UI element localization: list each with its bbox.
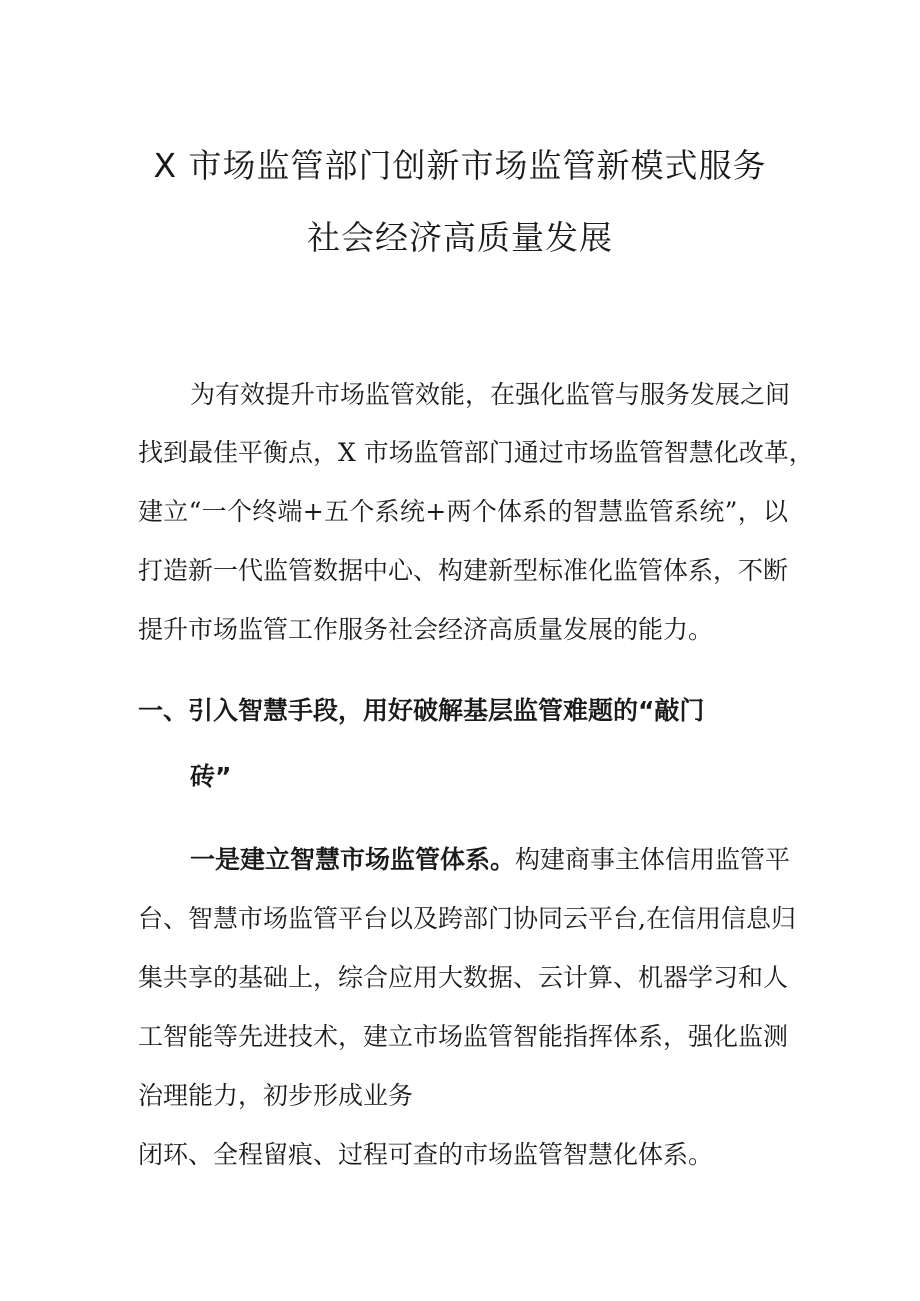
para1-line-5: 治理能力，初步形成业务: [138, 1081, 414, 1110]
para1-line-4: 工智能等先进技术，建立市场监管智能指挥体系，强化监测: [138, 1022, 789, 1051]
para1-line-3: 集共享的基础上，综合应用大数据、云计算、机器学习和人: [138, 963, 789, 992]
para1-line-1: [190, 840, 791, 876]
intro-line-1: 为有效提升市场监管效能，在强化监管与服务发展之间: [190, 380, 791, 409]
para1-lead: 一是建立智慧市场监管体系。: [190, 845, 516, 874]
intro-line-2: 找到最佳平衡点，X 市场监管部门通过市场监管智慧化改革，: [138, 438, 814, 467]
para1-line-2: 台、智慧市场监管平台以及跨部门协同云平台,在信用信息归: [138, 904, 796, 933]
para1-first-rest: 构建商事主体信用监管平: [515, 845, 791, 874]
para1-line-6: 闭环、全程留痕、过程可查的市场监管智慧化体系。: [138, 1140, 714, 1169]
intro-line-4: 打造新一代监管数据中心、构建新型标准化监管体系，不断: [138, 556, 789, 585]
intro-line-3: 建立“一个终端+五个系统+两个体系的智慧监管系统”，以: [138, 497, 788, 526]
section-heading-line-1: 一、引入智慧手段，用好破解基层监管难题的“敲门: [138, 696, 705, 725]
section-heading-line-2: 砖”: [190, 762, 232, 791]
title-line-1: X 市场监管部门创新市场监管新模式服务: [153, 146, 767, 185]
intro-line-5: 提升市场监管工作服务社会经济高质量发展的能力。: [138, 615, 714, 644]
title-line-2: 社会经济高质量发展: [307, 218, 613, 257]
